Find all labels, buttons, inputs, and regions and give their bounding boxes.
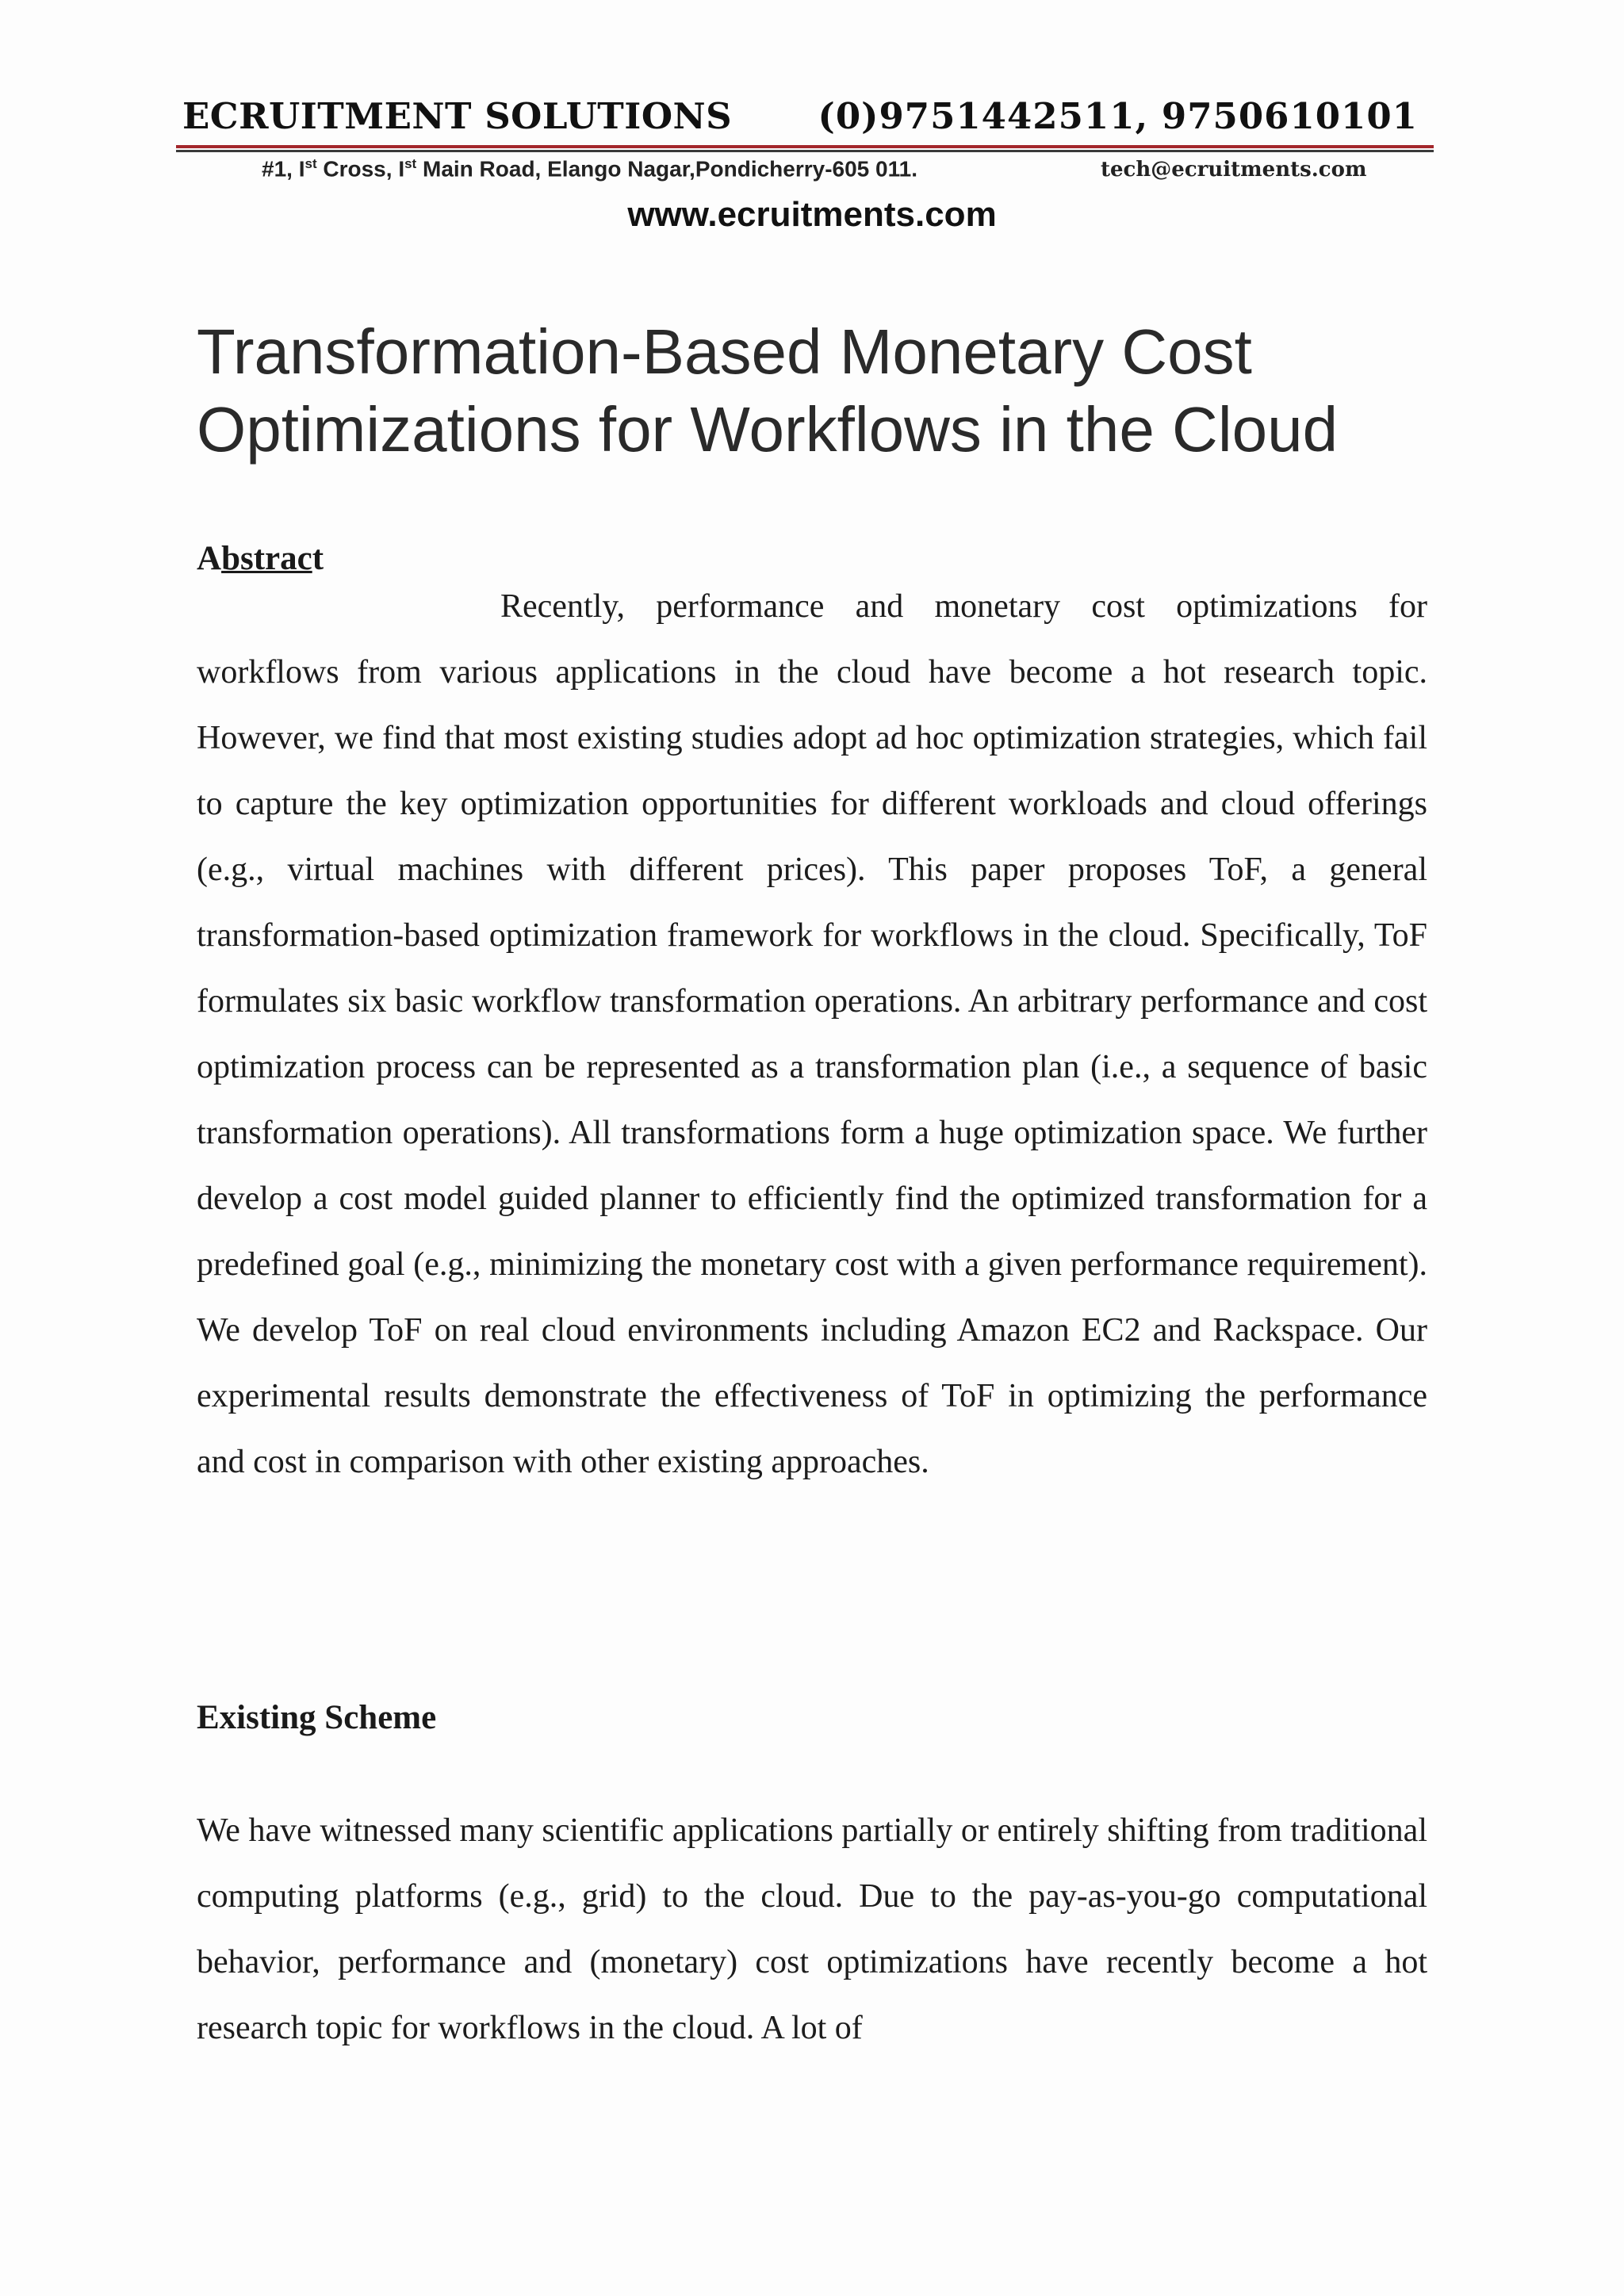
address-part-2: Cross, I xyxy=(316,156,405,182)
company-website: www.ecruitments.com xyxy=(627,195,997,234)
address-part-3: Main Road, Elango Nagar,Pondicherry-605 011. xyxy=(416,156,917,182)
address-superscript-2: st xyxy=(404,156,417,171)
company-address xyxy=(262,156,917,182)
company-email: tech@ecruitments.com xyxy=(1101,158,1367,182)
abstract-text: Recently, performance and monetary cost optimizations for workflows from various applications in the cloud have become a hot research topic. However, we find that most existing studies adopt ad hoc optimization strategies, which fail to capture the key optimization opportunities for different workloads and cloud offerings (e.g., virtual machines with different prices). This paper proposes ToF, a general transformation-based optimization framework for workflows in the cloud. Specifically, ToF formulates six basic workflow transformation operations. An arbitrary performance and cost optimization process can be represented as a transformation plan (i.e., a sequence of basic transformation operations). All transformations form a huge optimization space. We further develop a cost model guided planner to efficiently find the optimized transformation for a predefined goal (e.g., minimizing the monetary cost with a given performance requirement). We develop ToF on real cloud environments including Amazon EC2 and Rackspace. Our experimental results demonstrate the effectiveness of ToF in optimizing the performance and cost in comparison with other existing approaches. xyxy=(197,588,1427,1480)
abstract-heading-underlined: bstrac xyxy=(221,540,312,577)
document-title: Transformation-Based Monetary Cost Optimizations for Workflows in the Cloud xyxy=(197,316,1339,465)
abstract-heading-first: A xyxy=(197,540,222,577)
existing-scheme-heading: Existing Scheme xyxy=(197,1699,437,1736)
address-part-1: #1, I xyxy=(262,156,305,182)
abstract-heading-last: t xyxy=(312,540,324,577)
header-rule-dark xyxy=(176,150,1434,152)
existing-scheme-text: We have witnessed many scientific applications partially or entirely shifting from traditional computing platforms (e.g., grid) to the cloud. Due to the pay-as-you-go computational behavior, performance and (monetary) cost optimizations have recently become a hot research topic for workflows in the cloud. A lot of xyxy=(197,1812,1427,2046)
phone-numbers: (0)9751442511, 9750610101 xyxy=(818,95,1418,137)
company-name: ECRUITMENT SOLUTIONS xyxy=(182,95,733,137)
abstract-heading xyxy=(197,539,324,578)
header-rule-red xyxy=(176,145,1434,148)
address-superscript-1: st xyxy=(304,156,317,171)
